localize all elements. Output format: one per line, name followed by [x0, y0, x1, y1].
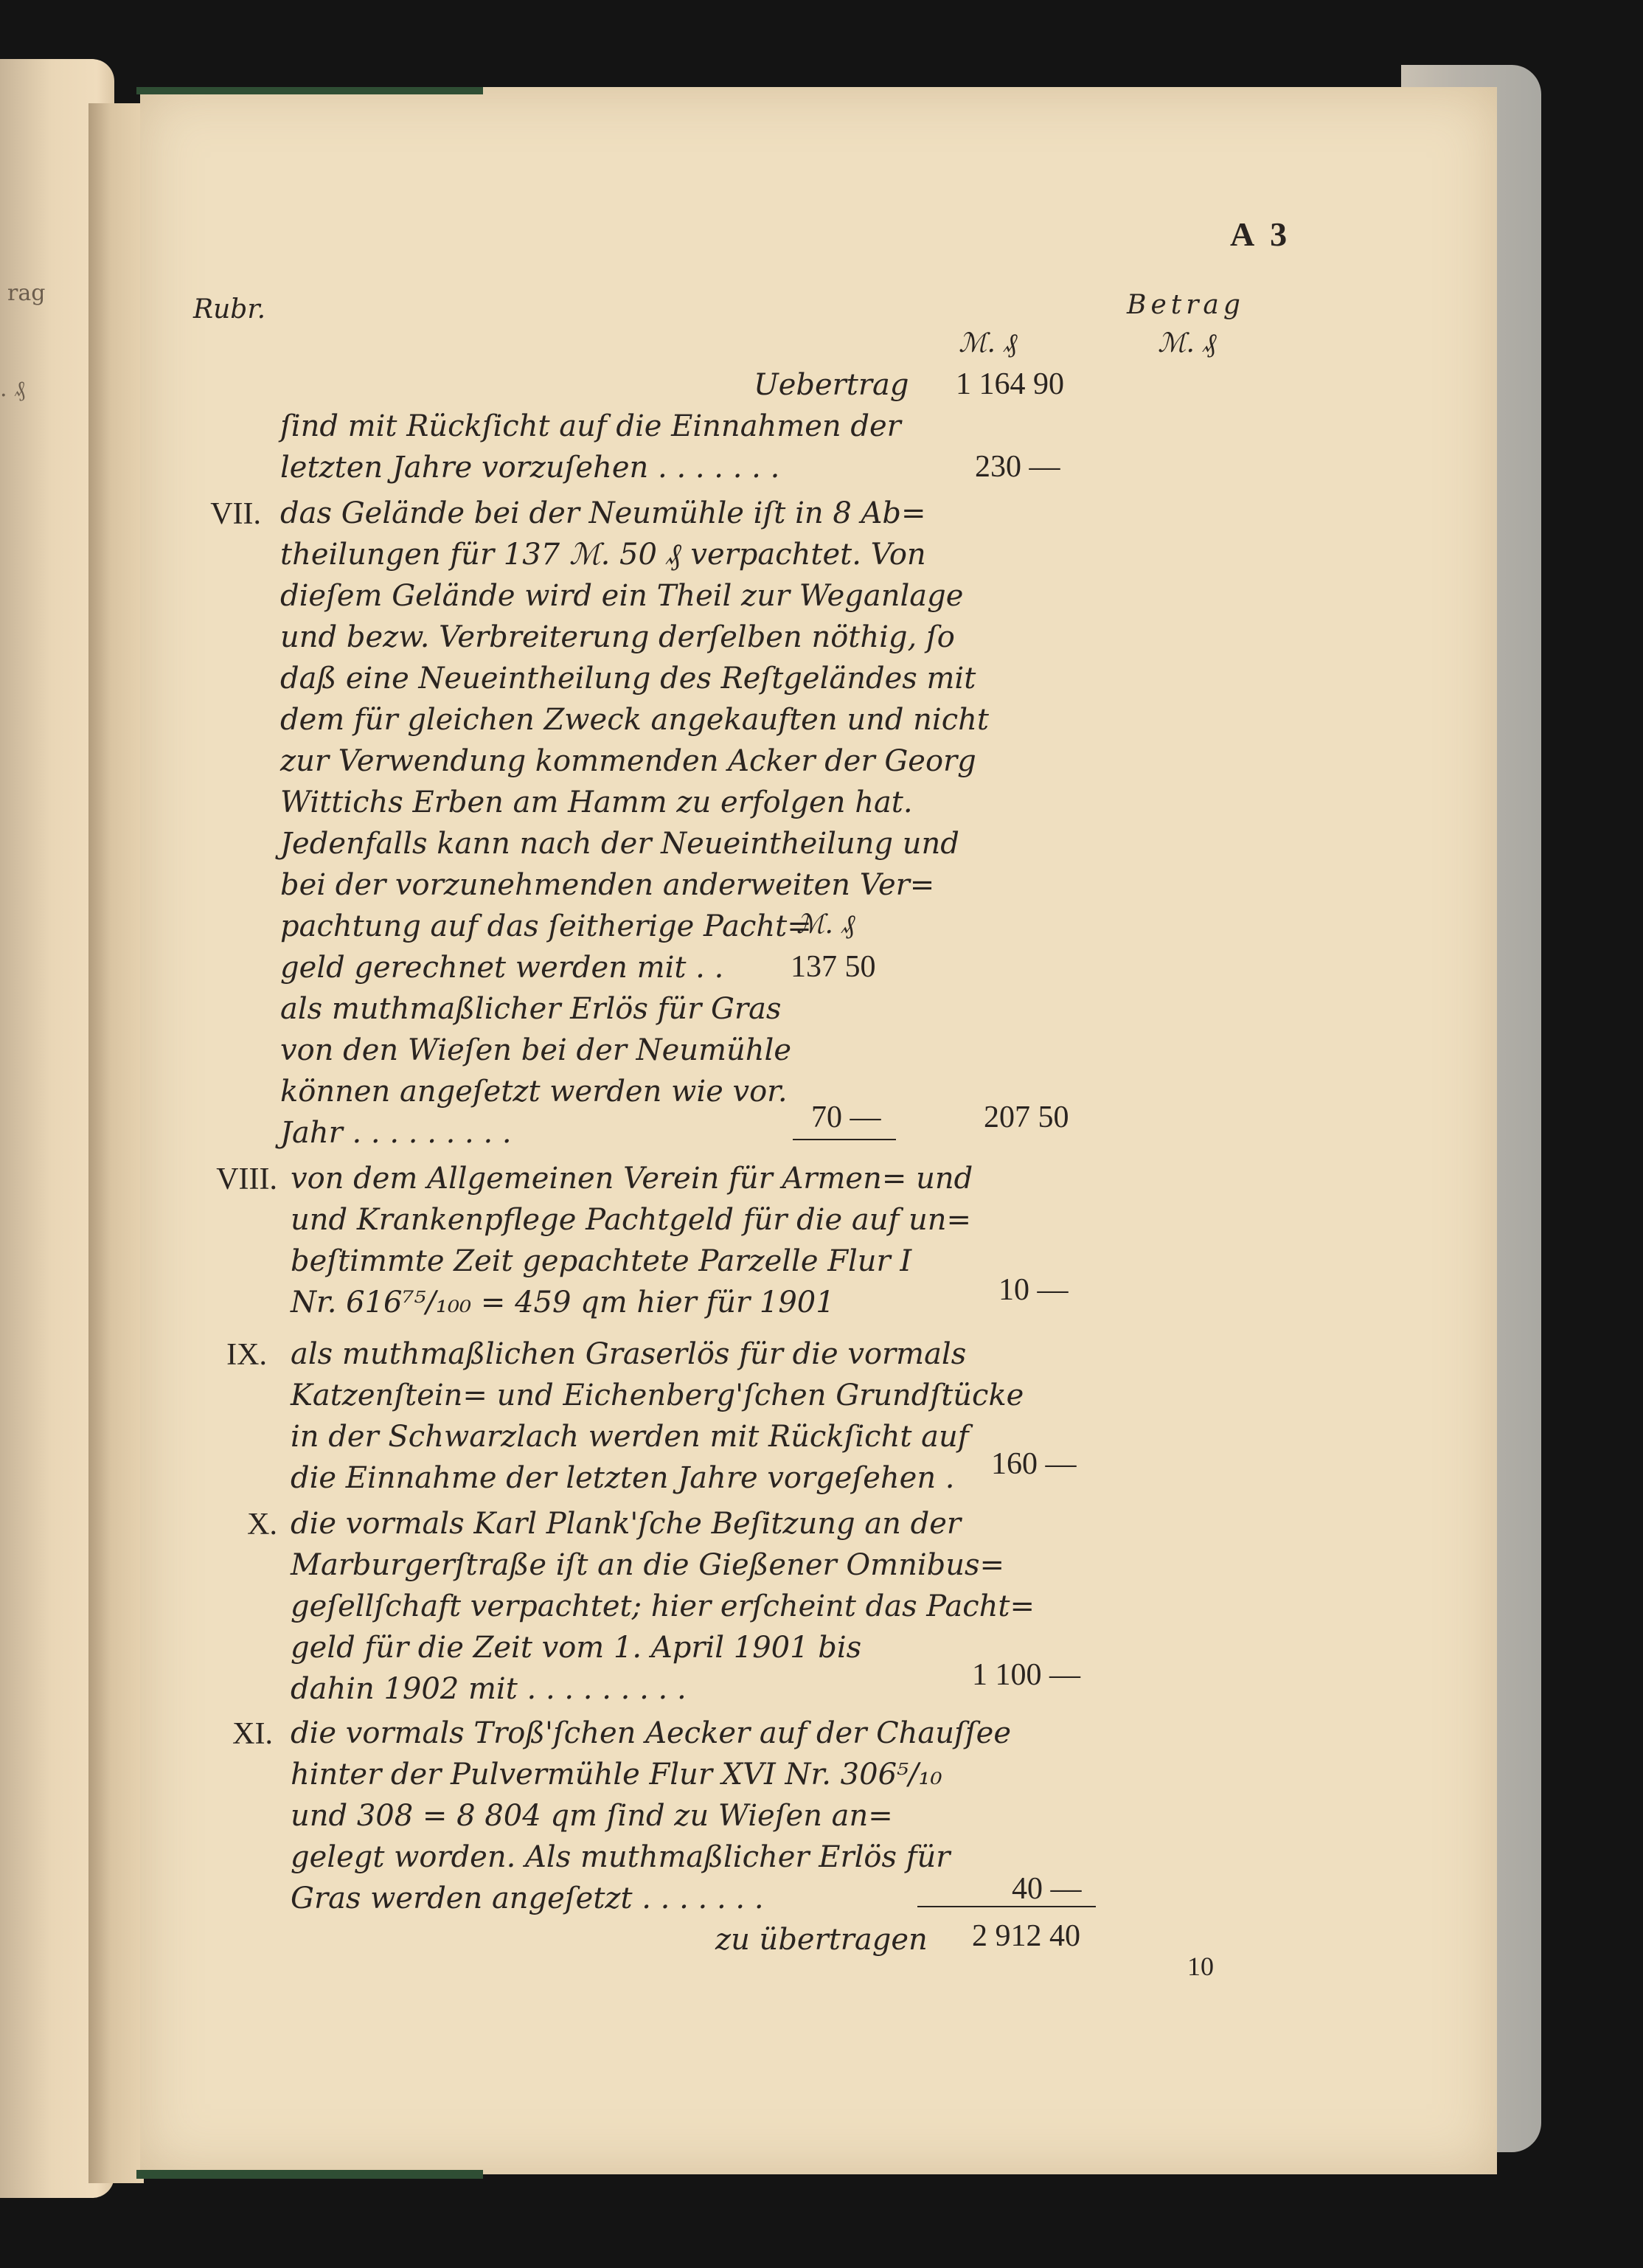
text-line: letzten Jahre vorzuſehen . . . . . . .: [280, 451, 780, 485]
inner-currency-header: ℳ. ₰: [796, 909, 855, 940]
left-page-fragment: . ₰: [0, 376, 26, 402]
page-number: 10: [1187, 1952, 1214, 1981]
text-line: Katzenſtein= und Eichenberg'ſchen Grundſtücke: [291, 1379, 1024, 1412]
text-line: die vormals Troß'ſchen Aecker auf der Chauſſee: [291, 1716, 1011, 1750]
text-line: Marburgerſtraße iſt an die Gießener Omnibus=: [291, 1548, 1005, 1582]
text-line: als muthmaßlicher Erlös für Gras: [280, 992, 782, 1026]
text-line: geld gerechnet werden mit . .: [280, 951, 724, 985]
text-line: die Einnahme der letzten Jahre vorgeſehen .: [291, 1461, 955, 1495]
amount: 1 100 —: [972, 1658, 1080, 1692]
text-line: dieſem Gelände wird ein Theil zur Weganlage: [280, 579, 964, 613]
text-line: theilungen für 137 ℳ. 50 ₰ verpachtet. Von: [280, 538, 926, 572]
text-line: von dem Allgemeinen Verein für Armen= und: [291, 1162, 973, 1196]
text-line: und 308 = 8 804 qm ſind zu Wieſen an=: [291, 1799, 893, 1833]
text-line: können angeſetzt werden wie vor.: [280, 1075, 788, 1109]
binding-strip: [136, 87, 483, 94]
rubric-number: IX.: [226, 1338, 267, 1372]
amount: 160 —: [991, 1447, 1077, 1481]
page-code: A 3: [1230, 215, 1292, 253]
text-line: dem für gleichen Zweck angekauften und nicht: [280, 703, 989, 737]
rubric-number: X.: [247, 1508, 277, 1542]
uebertrag-label: Uebertrag: [754, 368, 909, 402]
currency-header-col1: ℳ. ₰: [959, 328, 1018, 358]
currency-header-col2: ℳ. ₰: [1158, 328, 1217, 358]
text-line: und Krankenpflege Pachtgeld für die auf un=: [291, 1203, 972, 1237]
uebertrag-amount: 1 164 90: [956, 367, 1064, 401]
text-line: pachtung auf das ſeitherige Pacht=: [280, 909, 812, 943]
rubr-label: Rubr.: [193, 294, 266, 325]
text-line: daß eine Neueintheilung des Reſtgeländes mit: [280, 662, 976, 696]
text-line: geld für die Zeit vom 1. April 1901 bis: [291, 1631, 862, 1665]
carry-forward-amount: 2 912 40: [972, 1919, 1080, 1953]
text-line: als muthmaßlichen Graserlös für die vormals: [291, 1337, 967, 1371]
text-line: zur Verwendung kommenden Acker der Georg: [280, 744, 976, 778]
rubric-number: VII.: [210, 497, 261, 531]
left-page-fragment: rag: [7, 280, 46, 306]
rubric-number: XI.: [232, 1717, 273, 1751]
text-line: von den Wieſen bei der Neumühle: [280, 1033, 791, 1067]
text-line: Nr. 616⁷⁵/₁₀₀ = 459 qm hier für 1901: [291, 1286, 835, 1319]
text-line: hinter der Pulvermühle Flur XVI Nr. 306⁵/₁₀: [291, 1758, 942, 1792]
betrag-label: Betrag: [1127, 290, 1245, 320]
text-line: das Gelände bei der Neumühle iſt in 8 Ab=: [280, 496, 926, 530]
binding-strip: [136, 2170, 483, 2179]
text-line: ſind mit Rückſicht auf die Einnahmen der: [280, 409, 901, 443]
inner-amount: 137 50: [791, 950, 876, 984]
text-line: beſtimmte Zeit gepachtete Parzelle Flur I: [291, 1244, 912, 1278]
text-line: und bezw. Verbreiterung derſelben nöthig, ſo: [280, 620, 955, 654]
amount: 207 50: [984, 1100, 1069, 1134]
amount: 40 —: [1012, 1872, 1082, 1906]
text-line: Jahr . . . . . . . . .: [280, 1116, 512, 1150]
carry-forward-label: zu übertragen: [715, 1923, 928, 1957]
text-line: dahin 1902 mit . . . . . . . . .: [291, 1672, 687, 1706]
text-line: bei der vorzunehmenden anderweiten Ver=: [280, 868, 935, 902]
amount: 230 —: [975, 450, 1060, 484]
text-line: in der Schwarzlach werden mit Rückſicht auf: [291, 1420, 969, 1454]
book-gutter: [88, 103, 144, 2183]
rubric-number: VIII.: [216, 1162, 277, 1196]
sum-rule: [793, 1139, 896, 1140]
text-line: gelegt worden. Als muthmaßlicher Erlös für: [291, 1840, 951, 1874]
sum-rule: [917, 1906, 1096, 1907]
text-line: Gras werden angeſetzt . . . . . . .: [291, 1882, 764, 1915]
text-line: geſellſchaft verpachtet; hier erſcheint das Pacht=: [291, 1589, 1035, 1623]
text-line: Wittichs Erben am Hamm zu erfolgen hat.: [280, 786, 913, 819]
text-line: die vormals Karl Plank'ſche Beſitzung an der: [291, 1507, 962, 1541]
amount: 10 —: [998, 1273, 1069, 1307]
text-line: Jedenfalls kann nach der Neueintheilung und: [280, 827, 959, 861]
inner-amount: 70 —: [811, 1100, 881, 1134]
